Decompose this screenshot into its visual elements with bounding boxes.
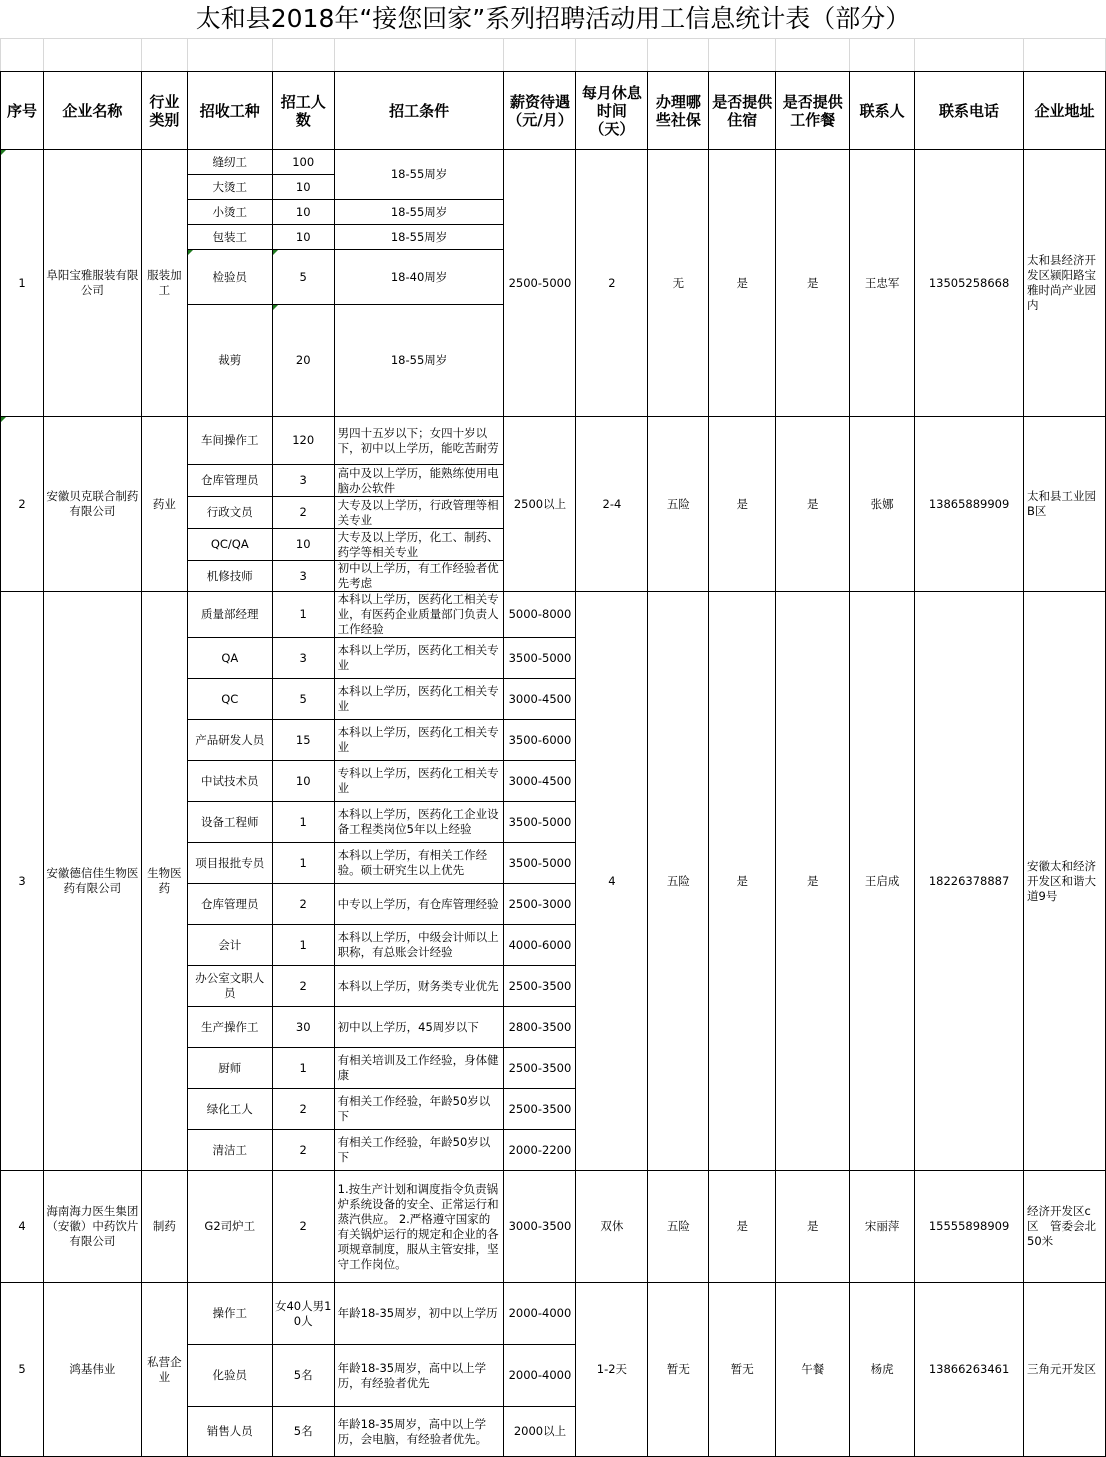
job-title: 仓库管理员 (187, 465, 272, 497)
job-title: 检验员 (187, 250, 272, 305)
job-title: 厨师 (187, 1048, 272, 1089)
company-phone: 18226378887 (915, 592, 1024, 1171)
table-row (1, 1171, 1106, 1283)
company-address: 三角元开发区 (1024, 1283, 1106, 1457)
company-salary: 2500-5000 (504, 150, 576, 417)
job-title: 小烫工 (187, 200, 272, 225)
header-company: 企业名称 (43, 72, 141, 150)
job-count: 1 (272, 592, 334, 638)
job-condition: 18-40周岁 (334, 250, 504, 305)
job-condition: 年龄18-35周岁，初中以上学历 (334, 1283, 504, 1345)
header-job: 招收工种 (187, 72, 272, 150)
job-title: 机修技师 (187, 561, 272, 592)
company-address: 经济开发区c区 管委会北50米 (1024, 1171, 1106, 1283)
company-lodging: 暂无 (709, 1283, 776, 1457)
company-meal: 是 (776, 417, 850, 592)
header-contact: 联系人 (850, 72, 915, 150)
company-industry: 药业 (141, 417, 187, 592)
job-salary: 2000-2200 (504, 1130, 576, 1171)
job-condition: 本科以上学历，医药化工相关专业，有医药企业质量部门负责人工作经验 (334, 592, 504, 638)
company-insurance: 暂无 (648, 1283, 709, 1457)
job-condition: 本科以上学历，医药化工相关专业 (334, 679, 504, 720)
job-title: 生产操作工 (187, 1007, 272, 1048)
job-count: 3 (272, 561, 334, 592)
company-rest: 4 (576, 592, 648, 1171)
header-count: 招工人数 (272, 72, 334, 150)
company-lodging: 是 (709, 1171, 776, 1283)
header-address: 企业地址 (1024, 72, 1106, 150)
job-salary: 3500-5000 (504, 802, 576, 843)
company-no: 3 (1, 592, 44, 1171)
job-title: 绿化工人 (187, 1089, 272, 1130)
job-title: 仓库管理员 (187, 884, 272, 925)
job-title: 裁剪 (187, 305, 272, 417)
company-phone: 15555898909 (915, 1171, 1024, 1283)
job-title: 会计 (187, 925, 272, 966)
job-condition: 本科以上学历，中级会计师以上职称，有总账会计经验 (334, 925, 504, 966)
header-lodging: 是否提供住宿 (709, 72, 776, 150)
job-title: 中试技术员 (187, 761, 272, 802)
job-count: 5 (272, 679, 334, 720)
job-condition: 本科以上学历，医药化工企业设备工程类岗位5年以上经验 (334, 802, 504, 843)
job-salary: 2500-3000 (504, 884, 576, 925)
company-lodging: 是 (709, 417, 776, 592)
job-salary: 2000-4000 (504, 1283, 576, 1345)
job-title: 产品研发人员 (187, 720, 272, 761)
company-rest: 2-4 (576, 417, 648, 592)
job-condition: 初中以上学历，有工作经验者优先考虑 (334, 561, 504, 592)
job-condition: 大专及以上学历，化工、制药、药学等相关专业 (334, 529, 504, 561)
company-insurance: 五险 (648, 417, 709, 592)
company-address: 安徽太和经济开发区和谐大道9号 (1024, 592, 1106, 1171)
job-salary: 2500-3500 (504, 1048, 576, 1089)
header-industry: 行业类别 (141, 72, 187, 150)
company-no: 2 (1, 417, 44, 592)
job-count: 1 (272, 1048, 334, 1089)
job-title: 行政文员 (187, 497, 272, 529)
job-condition: 有相关工作经验，年龄50岁以下 (334, 1130, 504, 1171)
company-lodging: 是 (709, 150, 776, 417)
job-count: 10 (272, 200, 334, 225)
company-name: 阜阳宝雅服装有限公司 (43, 150, 141, 417)
header-rest: 每月休息时间（天） (576, 72, 648, 150)
job-count: 10 (272, 529, 334, 561)
job-condition: 年龄18-35周岁，高中以上学历，有经验者优先 (334, 1345, 504, 1407)
job-count: 30 (272, 1007, 334, 1048)
job-count: 20 (272, 305, 334, 417)
header-row (1, 72, 1106, 150)
company-contact: 王忠军 (850, 150, 915, 417)
company-rest: 2 (576, 150, 648, 417)
job-count: 2 (272, 884, 334, 925)
job-title: QC/QA (187, 529, 272, 561)
job-salary: 3500-6000 (504, 720, 576, 761)
job-salary: 2500-3500 (504, 1089, 576, 1130)
company-industry: 私营企业 (141, 1283, 187, 1457)
job-title: 办公室文职人员 (187, 966, 272, 1007)
job-count: 2 (272, 1089, 334, 1130)
job-count: 3 (272, 465, 334, 497)
company-name: 海南海力医生集团（安徽）中药饮片有限公司 (43, 1171, 141, 1283)
job-count: 2 (272, 497, 334, 529)
job-condition: 1.按生产计划和调度指令负责锅炉系统设备的安全、正常运行和蒸汽供应。 2.严格遵守国家的有关锅炉运行的规定和企业的各项规章制度，服从主管安排，坚守工作岗位。 (334, 1171, 504, 1283)
job-count: 10 (272, 761, 334, 802)
job-condition: 18-55周岁 (334, 305, 504, 417)
header-no: 序号 (1, 72, 44, 150)
job-title: G2司炉工 (187, 1171, 272, 1283)
company-no: 5 (1, 1283, 44, 1457)
job-title: 销售人员 (187, 1407, 272, 1457)
job-condition: 高中及以上学历，能熟练使用电脑办公软件 (334, 465, 504, 497)
job-title: 大烫工 (187, 175, 272, 200)
job-condition: 大专及以上学历，行政管理等相关专业 (334, 497, 504, 529)
job-count: 女40人男10人 (272, 1283, 334, 1345)
header-insurance: 办理哪些社保 (648, 72, 709, 150)
job-salary: 3500-5000 (504, 843, 576, 884)
company-no: 4 (1, 1171, 44, 1283)
company-insurance: 五险 (648, 592, 709, 1171)
job-title: 清洁工 (187, 1130, 272, 1171)
job-condition: 中专以上学历，有仓库管理经验 (334, 884, 504, 925)
company-meal: 是 (776, 150, 850, 417)
job-condition: 男四十五岁以下；女四十岁以下，初中以上学历，能吃苦耐劳 (334, 417, 504, 465)
job-salary: 2000-4000 (504, 1345, 576, 1407)
recruitment-table (0, 38, 1106, 1457)
company-no: 1 (1, 150, 44, 417)
company-name: 鸿基伟业 (43, 1283, 141, 1457)
table-row (1, 1283, 1106, 1345)
job-salary: 2800-3500 (504, 1007, 576, 1048)
job-count: 5名 (272, 1345, 334, 1407)
company-contact: 王启成 (850, 592, 915, 1171)
job-salary: 2000以上 (504, 1407, 576, 1457)
company-salary: 2500以上 (504, 417, 576, 592)
company-contact: 宋丽萍 (850, 1171, 915, 1283)
job-salary: 3000-4500 (504, 679, 576, 720)
job-title: 操作工 (187, 1283, 272, 1345)
job-count: 3 (272, 638, 334, 679)
company-rest: 双休 (576, 1171, 648, 1283)
job-count: 10 (272, 175, 334, 200)
company-industry: 生物医药 (141, 592, 187, 1171)
company-name: 安徽贝克联合制药有限公司 (43, 417, 141, 592)
job-condition: 有相关工作经验，年龄50岁以下 (334, 1089, 504, 1130)
job-count: 2 (272, 1130, 334, 1171)
company-phone: 13505258668 (915, 150, 1024, 417)
job-count: 15 (272, 720, 334, 761)
job-count: 5 (272, 250, 334, 305)
job-condition: 18-55周岁 (334, 150, 504, 200)
header-meal: 是否提供工作餐 (776, 72, 850, 150)
job-condition: 18-55周岁 (334, 200, 504, 225)
job-condition: 本科以上学历，医药化工相关专业 (334, 638, 504, 679)
job-title: 化验员 (187, 1345, 272, 1407)
job-title: 设备工程师 (187, 802, 272, 843)
job-count: 1 (272, 843, 334, 884)
job-salary: 4000-6000 (504, 925, 576, 966)
job-count: 1 (272, 925, 334, 966)
table-row (1, 150, 1106, 175)
job-condition: 年龄18-35周岁，高中以上学历，会电脑，有经验者优先。 (334, 1407, 504, 1457)
job-condition: 本科以上学历，有相关工作经验。硕士研究生以上优先 (334, 843, 504, 884)
job-title: 缝纫工 (187, 150, 272, 175)
job-title: QC (187, 679, 272, 720)
job-count: 10 (272, 225, 334, 250)
company-industry: 服装加工 (141, 150, 187, 417)
job-salary: 5000-8000 (504, 592, 576, 638)
company-insurance: 无 (648, 150, 709, 417)
header-cond: 招工条件 (334, 72, 504, 150)
job-title: 质量部经理 (187, 592, 272, 638)
company-insurance: 五险 (648, 1171, 709, 1283)
company-meal: 午餐 (776, 1283, 850, 1457)
job-condition: 有相关培训及工作经验，身体健康 (334, 1048, 504, 1089)
company-address: 太和县经济开发区颍阳路宝雅时尚产业园内 (1024, 150, 1106, 417)
company-rest: 1-2天 (576, 1283, 648, 1457)
job-salary: 3000-4500 (504, 761, 576, 802)
header-phone: 联系电话 (915, 72, 1024, 150)
job-condition: 18-55周岁 (334, 225, 504, 250)
blank-row (1, 39, 1106, 72)
job-count: 2 (272, 966, 334, 1007)
job-title: 车间操作工 (187, 417, 272, 465)
company-meal: 是 (776, 592, 850, 1171)
page-title: 太和县2018年“接您回家”系列招聘活动用工信息统计表（部分） (195, 4, 911, 33)
job-condition: 本科以上学历，医药化工相关专业 (334, 720, 504, 761)
table-row (1, 417, 1106, 465)
job-condition: 初中以上学历，45周岁以下 (334, 1007, 504, 1048)
table-row (1, 592, 1106, 638)
company-industry: 制药 (141, 1171, 187, 1283)
company-phone: 13866263461 (915, 1283, 1024, 1457)
job-count: 1 (272, 802, 334, 843)
job-title: 项目报批专员 (187, 843, 272, 884)
company-lodging: 是 (709, 592, 776, 1171)
header-salary: 薪资待遇（元/月） (504, 72, 576, 150)
company-contact: 张娜 (850, 417, 915, 592)
job-condition: 专科以上学历，医药化工相关专业 (334, 761, 504, 802)
company-phone: 13865889909 (915, 417, 1024, 592)
company-meal: 是 (776, 1171, 850, 1283)
job-title: 包装工 (187, 225, 272, 250)
company-salary: 3000-3500 (504, 1171, 576, 1283)
company-name: 安徽德信佳生物医药有限公司 (43, 592, 141, 1171)
company-contact: 杨虎 (850, 1283, 915, 1457)
job-title: QA (187, 638, 272, 679)
job-salary: 2500-3500 (504, 966, 576, 1007)
job-count: 100 (272, 150, 334, 175)
job-count: 2 (272, 1171, 334, 1283)
job-condition: 本科以上学历，财务类专业优先 (334, 966, 504, 1007)
job-count: 120 (272, 417, 334, 465)
job-salary: 3500-5000 (504, 638, 576, 679)
job-count: 5名 (272, 1407, 334, 1457)
company-address: 太和县工业园B区 (1024, 417, 1106, 592)
